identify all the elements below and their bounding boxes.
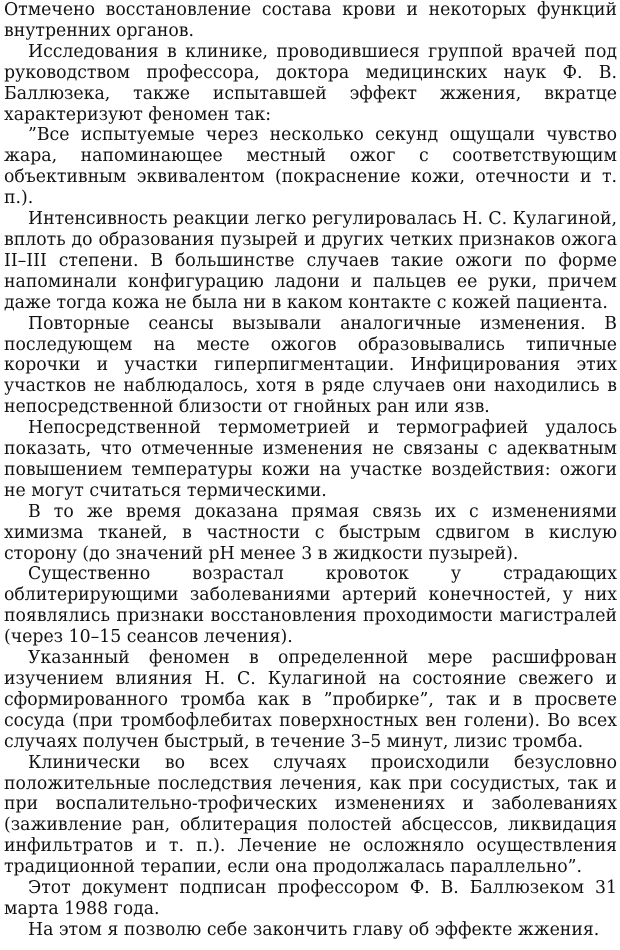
- paragraph-blood-restoration: Отмечено восстановление состава крови и некоторых функций внутренних органов.: [4, 0, 617, 41]
- paragraph-clinical-results: Клинически во всех случаях происходили безусловно положительные последствия лечения, как при сосудистых, так и при воспалительно-трофических изменениях и заболеваниях (заживление ран, облитерация полостей абсцессов, ликвидация инфильтратов и т. п.). Лечение не осложняло осуществления традиционной терапии, если она продолжалась параллельно”.: [4, 752, 617, 878]
- paragraph-repeat-sessions: Повторные сеансы вызывали аналогичные изменения. В последующем на месте ожогов образовывались типичные корочки и участки гиперпигментации. Инфицирования этих участков не наблюдалось, хотя в ряде случаев они находились в непосредственной близости от гнойных ран или язв.: [4, 313, 617, 418]
- paragraph-tissue-chemistry: В то же время доказана прямая связь их с изменениями химизма тканей, в частности с быстрым сдвигом в кислую сторону (до значений pH менее 3 в жидкости пузырей).: [4, 501, 617, 564]
- paragraph-thermometry: Непосредственной термометрией и термографией удалось показать, что отмеченные изменения не связаны с адекватным повышением температуры кожи на участке воздействия: ожоги не могут считаться термическими.: [4, 418, 617, 501]
- paragraph-chapter-end: На этом я позволю себе закончить главу об эффекте жжения.: [28, 919, 600, 940]
- paragraph-quote-heat-sensation: ”Все испытуемые через несколько секунд ощущали чувство жара, напоминающее местный ожог с соответствующим объективным эквивалентом (покраснение кожи, отечности и т. п.).: [4, 125, 617, 209]
- paragraph-blood-flow: Существенно возрастал кровоток у страдающих облитерирующими заболеваниями артерий конечностей, у них появлялись признаки восстановления проходимости магистралей (через 10–15 сеансов лечения).: [4, 564, 617, 648]
- paragraph-reaction-intensity: Интенсивность реакции легко регулировалась Н. С. Кулагиной, вплоть до образования пузырей и других четких признаков ожога II–III степени. В большинстве случаев такие ожоги по форме напоминали конфигурацию ладони и пальцев ее руки, причем даже тогда кожа не была ни в каком контакте с кожей пациента.: [4, 209, 617, 313]
- paragraph-document-signature: Этот документ подписан профессором Ф. В. Баллюзеком 31 марта 1988 года.: [4, 878, 617, 919]
- paragraph-thrombus-lysis: Указанный феномен в определенной мере расшифрован изучением влияния Н. С. Кулагиной на состояние свежего и сформированного тромба как в ”пробирке”, так и в просвете сосуда (при тромбофлебитах поверхностных вен голени). Во всех случаях получен быстрый, в течение 3–5 минут, лизис тромба.: [4, 648, 617, 752]
- paragraph-clinic-research: Исследования в клинике, проводившиеся группой врачей под руководством профессора, доктора медицинских наук Ф. В. Баллюзека, также испытавшей эффект жжения, вкратце характеризуют феномен так:: [4, 41, 617, 125]
